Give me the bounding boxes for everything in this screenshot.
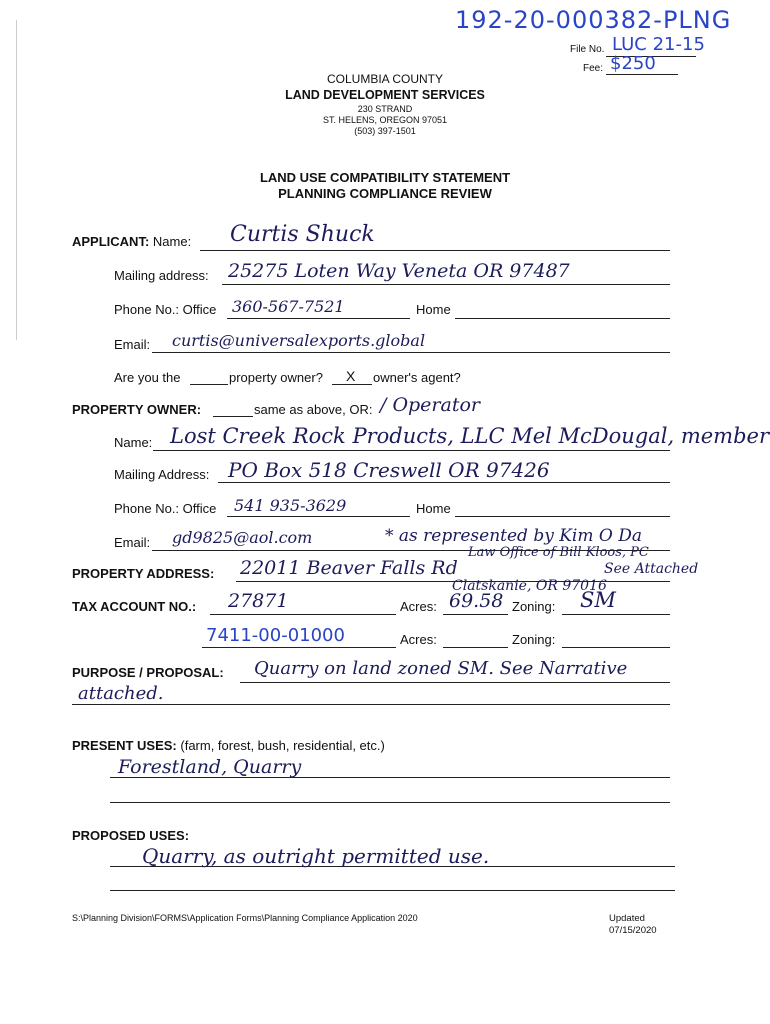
agent-option-label: owner's agent? — [373, 370, 461, 385]
law-office-note: Law Office of Bill Kloos, PC — [468, 545, 649, 560]
proposed-uses-field[interactable]: Quarry, as outright permitted use. — [142, 844, 490, 868]
form-file-path: S:\Planning Division\FORMS\Application Forms\Planning Compliance Application 2020 — [72, 913, 418, 923]
role-question-label: Are you the — [114, 370, 181, 385]
acres-line-2 — [443, 647, 508, 648]
applicant-name-field[interactable]: Curtis Shuck — [230, 222, 375, 247]
tax-account-field-1[interactable]: 27871 — [228, 590, 289, 612]
applicant-mailing-field[interactable]: 25275 Loten Way Veneta OR 97487 — [228, 260, 570, 282]
owner-email-label: Email: — [114, 535, 151, 550]
proposed-uses-label: PROPOSED USES: — [72, 828, 190, 843]
property-address-field[interactable]: 22011 Beaver Falls Rd — [240, 557, 458, 579]
owner-mailing-line — [218, 482, 670, 483]
tax-account-field-2[interactable]: 7411-00-01000 — [206, 625, 345, 646]
zoning-field-1[interactable]: SM — [580, 588, 616, 612]
office-phone: (503) 397-1501 — [354, 126, 416, 136]
zoning-line-1 — [562, 614, 670, 615]
owner-option-label: property owner? — [229, 370, 323, 385]
zoning-label-2: Zoning: — [512, 632, 556, 647]
proposed-uses-line-2 — [110, 890, 675, 891]
owner-phone-field[interactable]: 541 935-3629 — [234, 496, 347, 515]
applicant-home-line — [455, 318, 670, 319]
tax-account-line-2 — [202, 647, 396, 648]
purpose-label: PURPOSE / PROPOSAL: — [72, 665, 224, 680]
owner-mailing-label: Mailing Address: — [114, 467, 210, 482]
department-name: LAND DEVELOPMENT SERVICES — [285, 88, 485, 102]
zoning-label-1: Zoning: — [512, 599, 556, 614]
acres-field-1[interactable]: 69.58 — [449, 590, 504, 612]
applicant-email-line — [152, 352, 670, 353]
applicant-phone-label: Phone No.: Office — [114, 302, 217, 317]
owner-representation-note: * as represented by Kim O Da — [385, 526, 642, 546]
applicant-section-label: APPLICANT: Name: — [72, 234, 192, 249]
owner-home-label: Home — [416, 501, 451, 516]
acres-label-2: Acres: — [400, 632, 437, 647]
owner-section-label: PROPERTY OWNER: — [72, 402, 202, 417]
acres-line-1 — [443, 614, 508, 615]
present-uses-field[interactable]: Forestland, Quarry — [118, 756, 302, 778]
acres-label-1: Acres: — [400, 599, 437, 614]
office-city: ST. HELENS, OREGON 97051 — [322, 115, 448, 125]
present-uses-label-row: PRESENT USES: (farm, forest, bush, residential, etc.) — [72, 738, 385, 753]
applicant-phone-field[interactable]: 360-567-7521 — [232, 297, 345, 316]
agent-check-mark[interactable]: X — [346, 368, 356, 384]
owner-home-line — [455, 516, 670, 517]
property-address-label: PROPERTY ADDRESS: — [72, 566, 215, 581]
file-no-value: LUC 21-15 — [612, 34, 705, 55]
purpose-field-line2[interactable]: attached. — [78, 683, 164, 704]
updated-label: Updated — [609, 913, 645, 924]
purpose-line-1 — [240, 682, 670, 683]
tax-account-line-1 — [210, 614, 396, 615]
same-check-line — [213, 416, 253, 417]
purpose-line-2 — [72, 704, 670, 705]
zoning-line-2 — [562, 647, 670, 648]
file-reference-handwritten: 192-20-000382-PLNG — [455, 6, 732, 34]
applicant-home-label: Home — [416, 302, 451, 317]
property-city-note: Clatskanie, OR 97016 — [452, 578, 607, 594]
same-as-above-label: same as above, OR: — [254, 402, 373, 417]
tax-account-label: TAX ACCOUNT NO.: — [72, 599, 197, 614]
applicant-name-line — [200, 250, 670, 251]
office-street: 230 STRAND — [357, 104, 413, 114]
owner-phone-label: Phone No.: Office — [114, 501, 217, 516]
owner-email-field[interactable]: gd9825@aol.com — [172, 528, 313, 547]
owner-name-field[interactable]: Lost Creek Rock Products, LLC Mel McDougal, member — [170, 424, 769, 448]
applicant-email-field[interactable]: curtis@universalexports.global — [172, 331, 426, 350]
purpose-field-line1[interactable]: Quarry on land zoned SM. See Narrative — [254, 658, 628, 679]
agent-check-line — [332, 384, 372, 385]
see-attached-note: See Attached — [604, 561, 699, 577]
owner-mailing-field[interactable]: PO Box 518 Creswell OR 97426 — [228, 458, 550, 482]
applicant-mailing-label: Mailing address: — [114, 268, 209, 283]
county-name: COLUMBIA COUNTY — [326, 72, 443, 86]
present-uses-line-2 — [110, 802, 670, 803]
form-title-line2: PLANNING COMPLIANCE REVIEW — [278, 186, 492, 201]
applicant-mailing-line — [222, 284, 670, 285]
file-no-label: File No. — [570, 44, 605, 55]
fee-label: Fee: — [583, 63, 604, 74]
updated-date: 07/15/2020 — [609, 925, 657, 936]
form-title-line1: LAND USE COMPATIBILITY STATEMENT — [259, 170, 511, 185]
owner-check-line — [190, 384, 228, 385]
owner-name-label: Name: — [114, 435, 153, 450]
fee-value: $250 — [610, 53, 656, 74]
owner-name-line — [153, 450, 670, 451]
applicant-phone-line — [227, 318, 410, 319]
owner-phone-line — [227, 516, 410, 517]
operator-note[interactable]: / Operator — [380, 394, 480, 416]
applicant-email-label: Email: — [114, 337, 151, 352]
